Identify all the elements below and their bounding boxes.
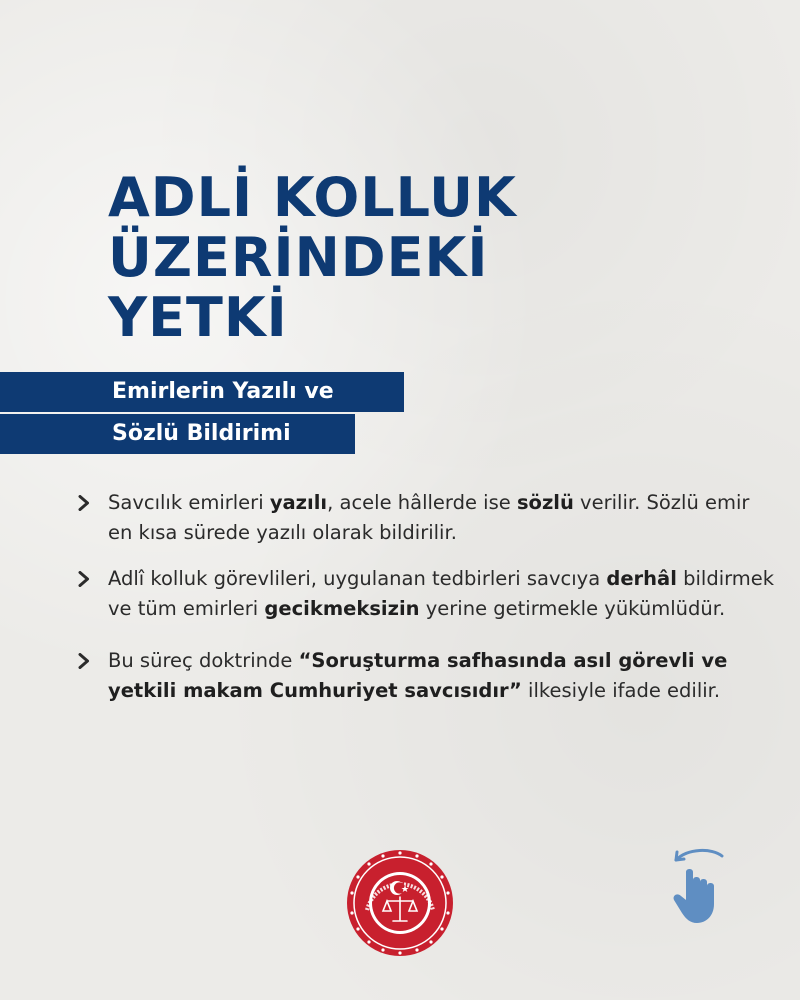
bullet-text: yerine getirmekle yükümlüdür. bbox=[419, 597, 726, 620]
chevron-right-icon bbox=[76, 495, 92, 511]
bullet-item bbox=[76, 564, 776, 624]
swipe-hand-icon bbox=[662, 842, 734, 926]
justice-ministry-seal-icon bbox=[345, 848, 455, 958]
bullet-text: ilkesiyle ifade edilir. bbox=[521, 679, 721, 702]
bullet-bold-text: derhâl bbox=[606, 567, 677, 590]
subtitle-line-1: Emirlerin Yazılı ve bbox=[112, 379, 334, 404]
bullet-bold-text: yazılı bbox=[269, 491, 328, 514]
bullet-text: Adlî kolluk görevlileri, uygulanan tedbirleri savcıya bbox=[108, 567, 607, 590]
subtitle-line-2: Sözlü Bildirimi bbox=[112, 421, 291, 446]
subtitle-band-2 bbox=[0, 414, 355, 454]
bullet-text: Bu süreç doktrinde bbox=[108, 649, 299, 672]
bullet-bold-text: gecikmeksizin bbox=[264, 597, 420, 620]
title-line-1: ADLİ KOLLUK bbox=[108, 166, 517, 229]
bullet-bold-text: “Soruşturma safhasında asıl görevli ve yetkili makam Cumhuriyet savcısıdır” bbox=[108, 649, 728, 702]
bullet-text: Savcılık emirleri bbox=[108, 491, 270, 514]
bullet-text: verilir. Sözlü emir en kısa sürede yazılı olarak bildirilir. bbox=[108, 491, 750, 544]
bullet-list bbox=[76, 488, 776, 706]
chevron-right-icon bbox=[76, 653, 92, 669]
bullet-text: , acele hâllerde ise bbox=[327, 491, 517, 514]
bullet-text: bildirmek ve tüm emirleri bbox=[108, 567, 775, 620]
title-line-3: YETKİ bbox=[108, 286, 288, 349]
bullet-bold-text: sözlü bbox=[516, 491, 574, 514]
page-title bbox=[108, 168, 517, 348]
subtitle-band-1 bbox=[0, 372, 404, 412]
title-line-2: ÜZERİNDEKİ bbox=[108, 226, 489, 289]
bullet-item bbox=[76, 646, 776, 706]
bullet-item bbox=[76, 488, 776, 548]
chevron-right-icon bbox=[76, 571, 92, 587]
